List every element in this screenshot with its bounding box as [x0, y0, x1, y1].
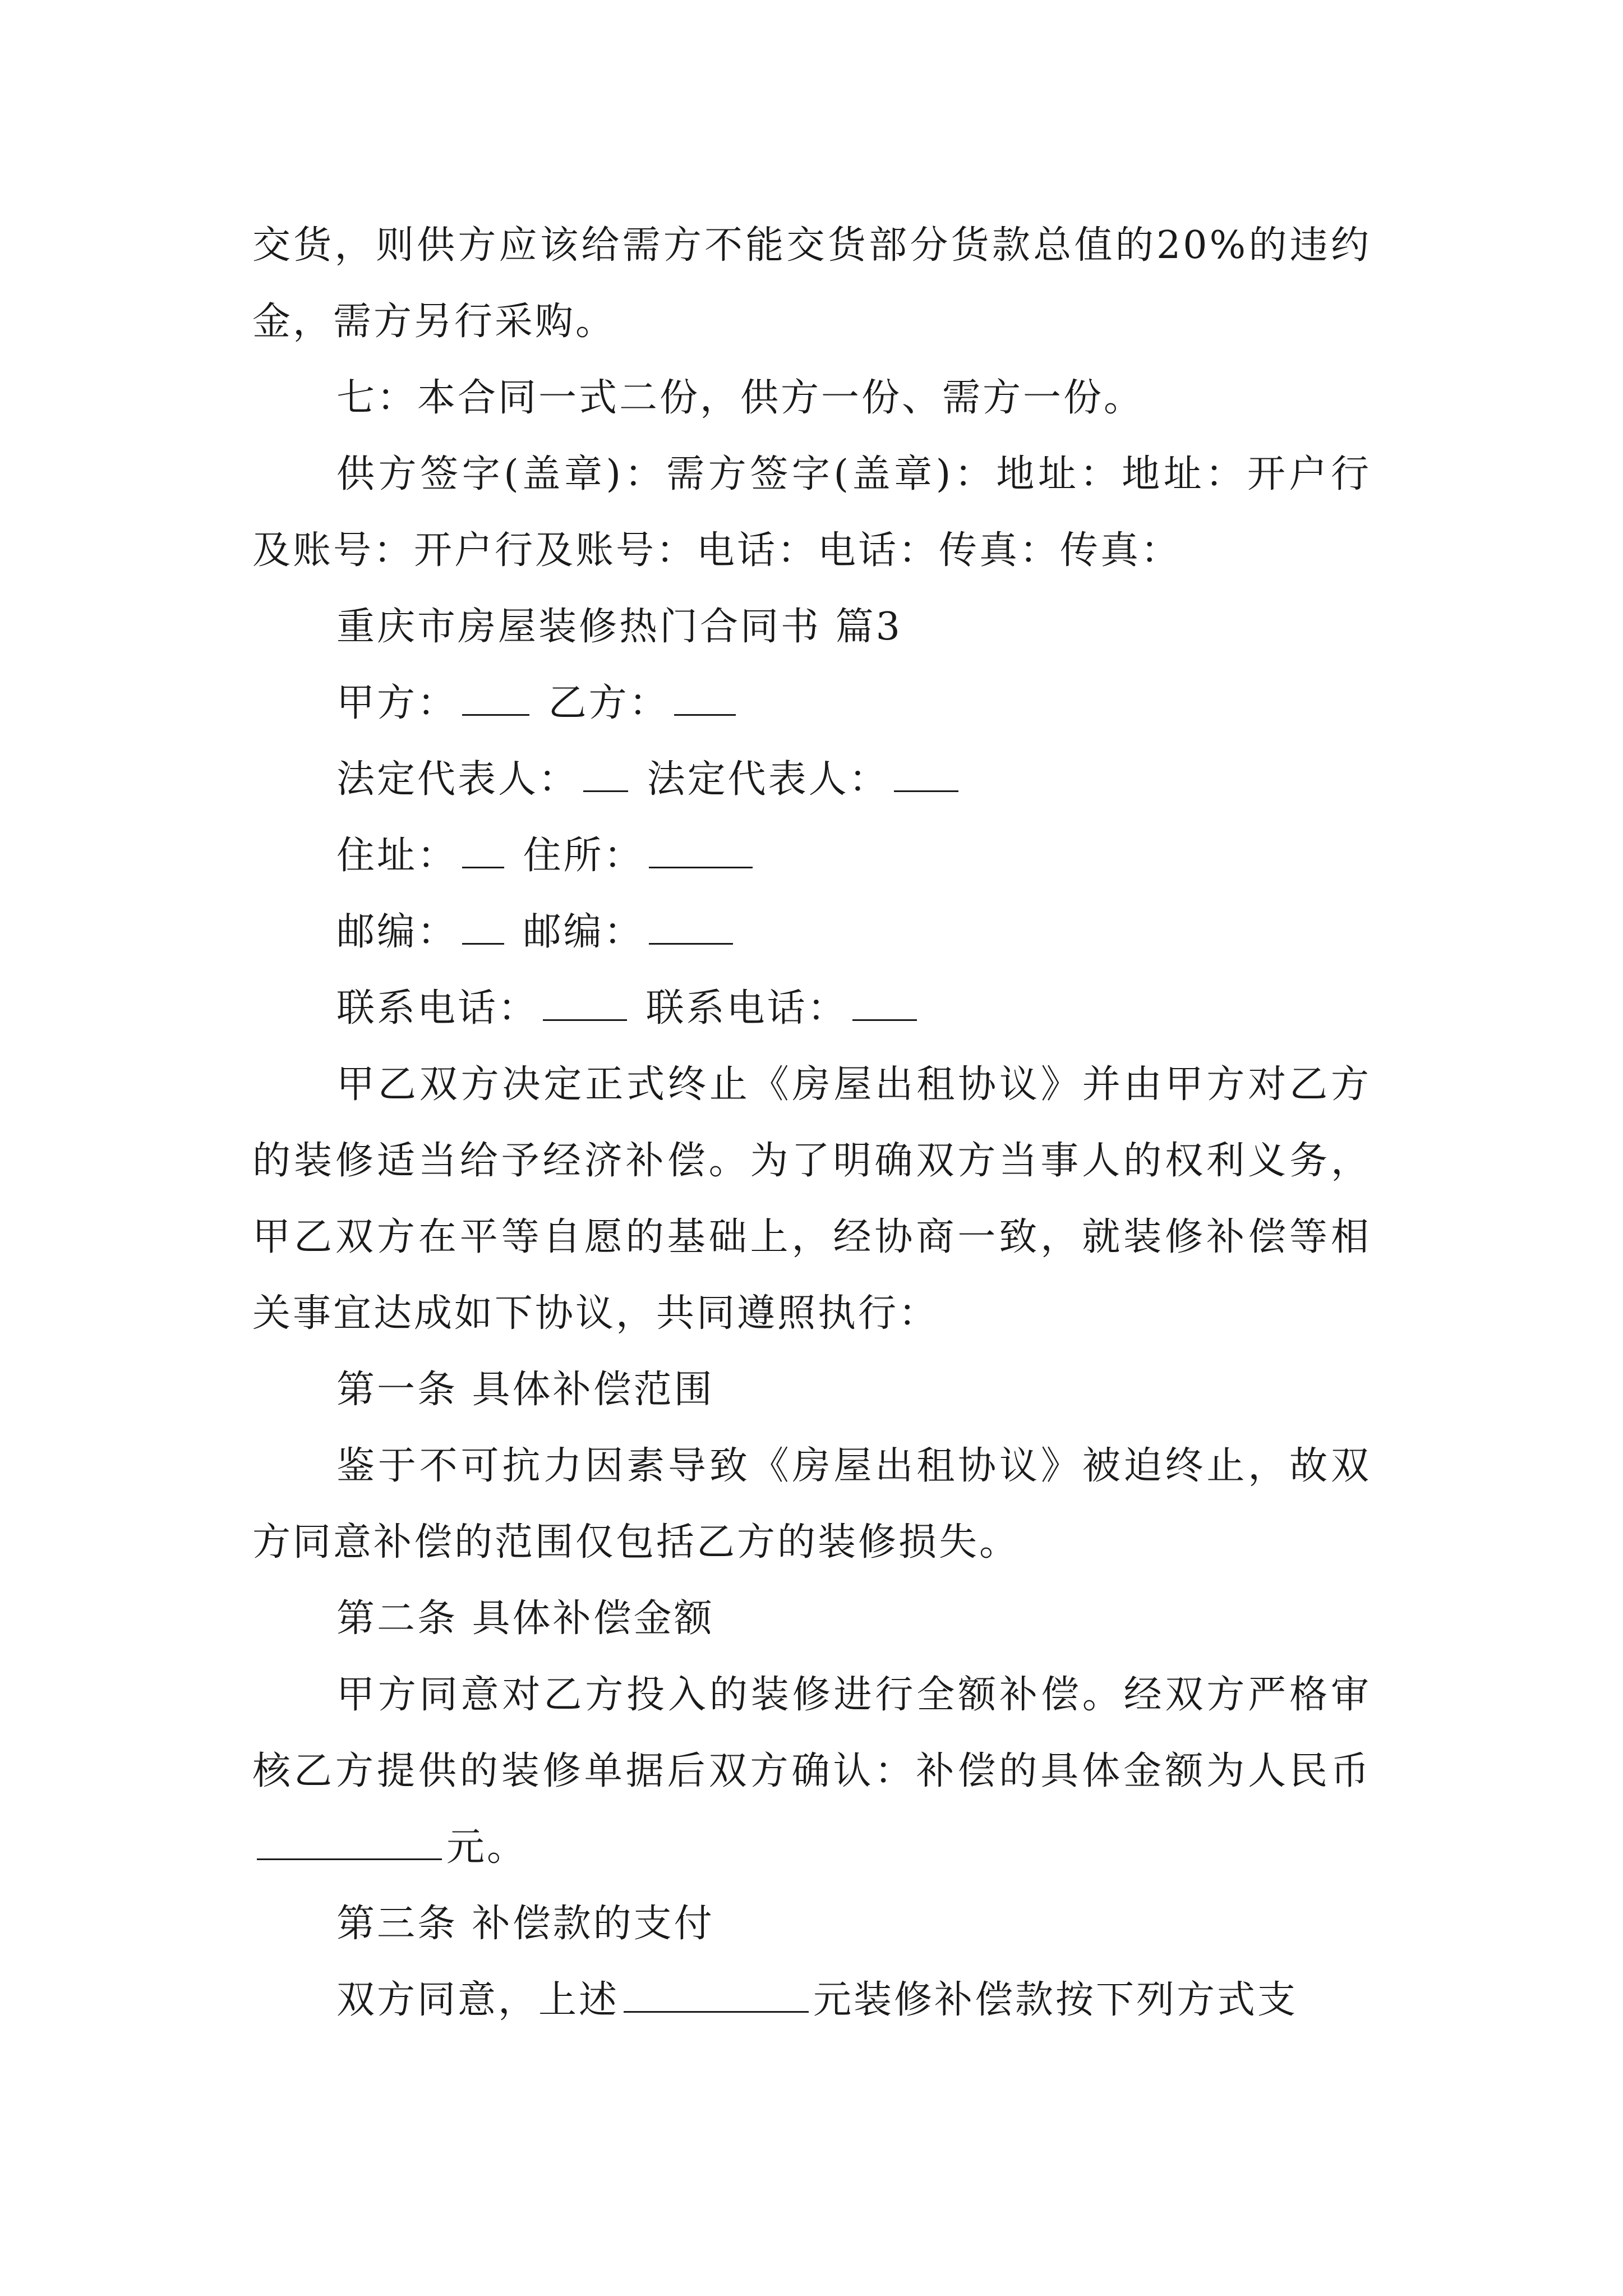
article-3-text	[252, 1962, 1371, 2039]
address-a-blank	[462, 832, 504, 868]
party-b-blank	[674, 680, 736, 716]
address-b-label: 住所：	[523, 834, 644, 878]
article-2-amount-blank	[257, 1824, 442, 1860]
postcode-b-blank	[649, 909, 733, 945]
legal-rep-b-blank	[894, 756, 958, 792]
party-line	[252, 665, 1371, 742]
paragraph-signatures: 供方签字(盖章)：需方签字(盖章)：地址：地址：开户行及账号：开户行及账号：电话：电话：传真：传真：	[252, 452, 1371, 573]
address-a-label: 住址：	[336, 834, 458, 878]
postcode-a-blank	[462, 909, 504, 945]
postcode-a-label: 邮编：	[336, 910, 458, 954]
article-1-text: 鉴于不可抗力因素导致《房屋出租协议》被迫终止，故双方同意补偿的范围仅包括乙方的装修损失。	[252, 1444, 1371, 1565]
party-b-label: 乙方：	[548, 681, 670, 725]
postcode-line	[252, 894, 1371, 970]
legal-rep-line	[252, 742, 1371, 818]
paragraph-intro: 甲乙双方决定正式终止《房屋出租协议》并由甲方对乙方的装修适当给予经济补偿。为了明确双方当事人的权利义务，甲乙双方在平等自愿的基础上，经协商一致，就装修补偿等相关事宜达成如下协议，共同遵照执行：	[252, 1062, 1371, 1336]
article-2-text	[252, 1657, 1371, 1886]
legal-rep-a-blank	[583, 756, 628, 792]
party-a-blank	[462, 680, 529, 716]
postcode-b-label: 邮编：	[523, 910, 644, 954]
phone-a-blank	[543, 985, 627, 1021]
article-1-title: 第一条 具体补偿范围	[336, 1368, 714, 1412]
article-3-title: 第三条 补偿款的支付	[336, 1902, 714, 1946]
legal-rep-b-label: 法定代表人：	[647, 757, 889, 802]
address-line	[252, 818, 1371, 894]
legal-rep-a-label: 法定代表人：	[336, 757, 579, 802]
paragraph-penalty: 交货，则供方应该给需方不能交货部分货款总值的20%的违约金，需方另行采购。	[252, 223, 1371, 344]
phone-b-label: 联系电话：	[645, 986, 848, 1030]
article-2-title: 第二条 具体补偿金额	[336, 1596, 714, 1641]
article-3-amount-blank	[624, 1977, 809, 2013]
document-body	[252, 208, 1371, 2039]
phone-line	[252, 970, 1371, 1047]
article-3-text-prefix: 双方同意，上述	[336, 1978, 620, 2022]
phone-a-label: 联系电话：	[336, 986, 539, 1030]
article-2-text-suffix: 元。	[446, 1825, 528, 1870]
phone-b-blank	[852, 985, 917, 1021]
article-3-text-suffix: 元装修补偿款按下列方式支	[813, 1978, 1298, 2022]
party-a-label: 甲方：	[336, 681, 458, 725]
address-b-blank	[649, 832, 753, 868]
contract-heading: 重庆市房屋装修热门合同书 篇3	[336, 605, 902, 649]
article-2-text-prefix: 甲方同意对乙方投入的装修进行全额补偿。经双方严格审核乙方提供的装修单据后双方确认：补偿的具体金额为人民币	[252, 1673, 1371, 1793]
paragraph-copies: 七：本合同一式二份，供方一份、需方一份。	[336, 376, 1145, 420]
